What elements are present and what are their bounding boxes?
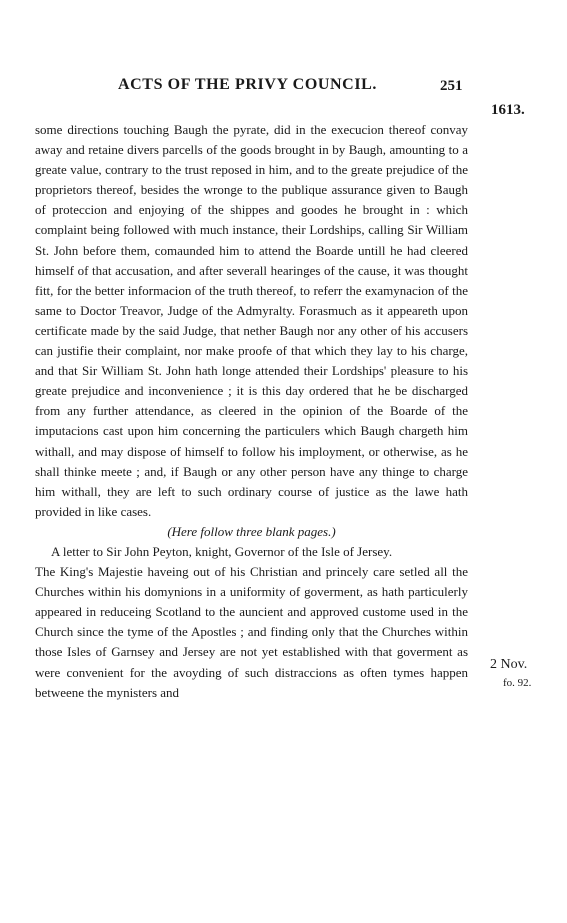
running-title: ACTS OF THE PRIVY COUNCIL. (118, 76, 378, 93)
margin-folio: fo. 92. (503, 677, 532, 689)
margin-date: 2 Nov. (490, 657, 528, 672)
paragraph-letter-body: The King's Majestie haveing out of his Christian and princely care setled all the Churches within his domynions in a uniformity of goverment, as hath particulerly appeared in reduceing Scotland to the auncient and approved custome used in the Church since the tyme of the Apostles ; and finding only that the Churches within those Isles of Garnsey and Jersey are not yet established with that goverment as were convenient for the avoyding of such distraccions as often tymes happen betweene the mynisters and (35, 564, 468, 700)
letter-heading: A letter to Sir John Peyton, knight, Governor of the Isle of Jersey. (51, 543, 393, 559)
margin-year: 1613. (491, 102, 525, 118)
body-text (35, 120, 468, 703)
paragraph-order-continuation: some directions touching Baugh the pyrate, did in the execucion thereof convay away and retaine divers parcells of the goods brought in by Baugh, amounting to a greate value, contrary to the trust reposed in him, and to the greate prejudice of the proprietors thereof, besides the wronge to the publique assurance given to Baugh of proteccion and enjoying of the shippes and goodes he brought in : which complaint being followed with much instance, their Lordships, calling Sir William St. John before them, comaunded him to attend the Boarde untill he had cleered himself of that accusation, and after severall hearinges of the cause, it was thought fitt, for the better informacion of the truth thereof, to referr the examynacion of the same to Doctor Treavor, Judge of the Admyralty. Forasmuch as it appeareth upon certificate made by the said Judge, that nether Baugh nor any other of his accusers can justifie their complaint, nor make proofe of that which they lay to his charge, and that Sir William St. John hath longe attended their Lordships' pleasure to his greate prejudice and inconvenience ; it is this day ordered that he be discharged from any further attendance, as cleered in the opinion of the Boarde of the imputacions cast upon him concerning the particulers which Baugh chargeth him withall, and may dispose of himself to follow his imployment, or otherwise, as he shall thinke meete ; and, if Baugh or any other person have any thinge to charge him withall, they are left to such ordinary course of justice as the lawe hath provided in like cases. (35, 122, 468, 519)
editorial-note: (Here follow three blank pages.) (167, 523, 336, 539)
page-number: 251 (440, 78, 463, 94)
